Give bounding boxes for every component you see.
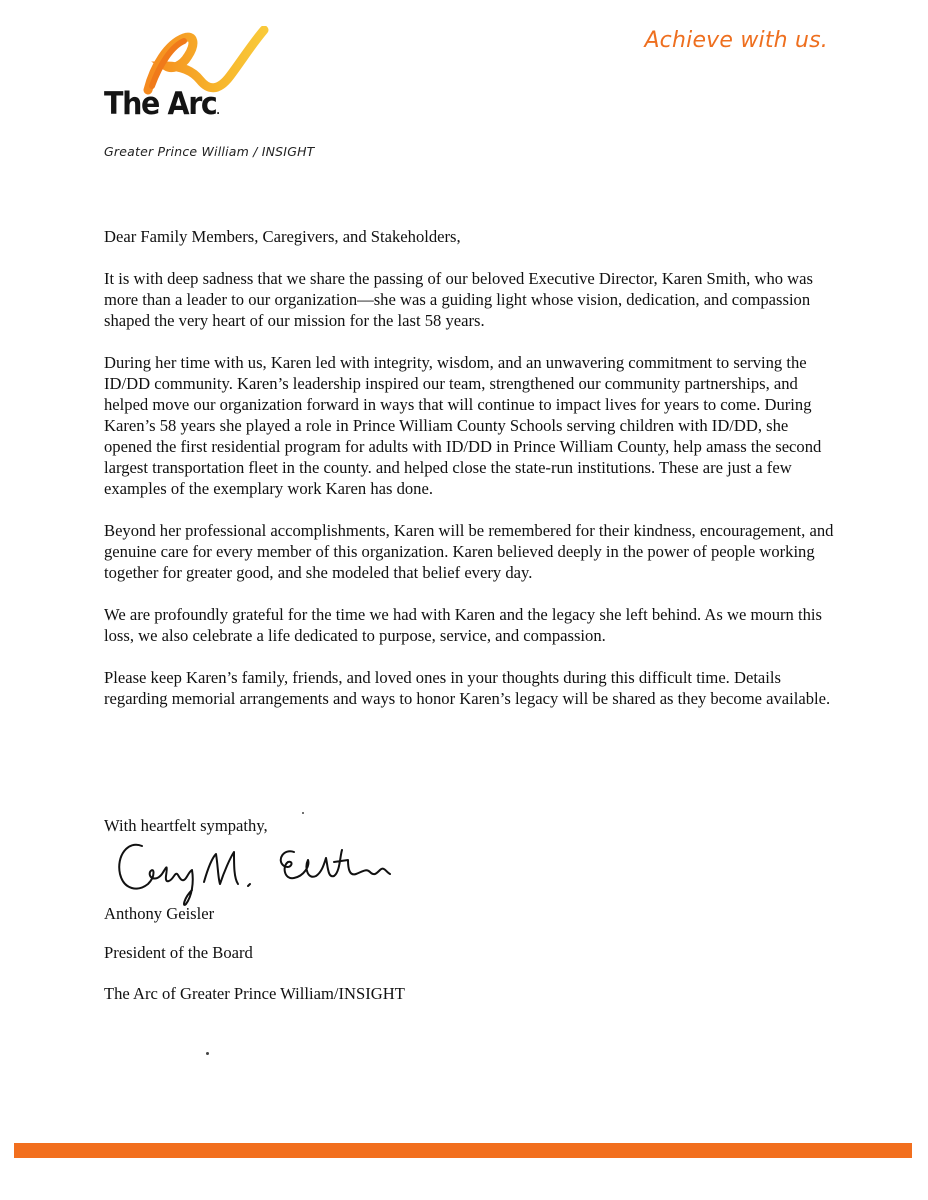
paragraph: We are profoundly grateful for the time we had with Karen and the legacy she left behind. As we mourn this loss, we also celebrate a life dedicated to purpose, service, and compassion. (104, 605, 822, 645)
salutation: Dear Family Members, Caregivers, and Stakeholders, (104, 227, 461, 246)
signer-title: President of the Board (104, 943, 253, 962)
letter-body (104, 226, 834, 730)
scan-speck (302, 812, 304, 814)
signer-name: Anthony Geisler (104, 904, 215, 923)
scan-speck (206, 1052, 209, 1055)
paragraph: Beyond her professional accomplishments, Karen will be remembered for their kindness, encouragement, and genuine care for every member of this organization. Karen believed deeply in the power of people working together for greater good, and she modeled that belief every day. (104, 521, 834, 582)
logo-wordmark: The Arc. (104, 86, 220, 122)
closing: With heartfelt sympathy, (104, 816, 268, 835)
handwritten-signature-icon (108, 832, 428, 912)
footer-accent-bar (14, 1143, 912, 1158)
paragraph: It is with deep sadness that we share the passing of our beloved Executive Director, Karen Smith, who was more than a leader to our organization—she was a guiding light whose vision, dedication, and compassion shaped the very heart of our mission for the last 58 years. (104, 269, 813, 330)
tagline: Achieve with us. (644, 28, 828, 53)
paragraph: Please keep Karen’s family, friends, and loved ones in your thoughts during this difficult time. Details regarding memorial arrangements and ways to honor Karen’s legacy will be shared as they become available. (104, 668, 831, 708)
signer-organization: The Arc of Greater Prince William/INSIGHT (104, 984, 405, 1003)
chapter-name: Greater Prince William / INSIGHT (104, 144, 315, 159)
paragraph: During her time with us, Karen led with integrity, wisdom, and an unwavering commitment to serving the ID/DD community. Karen’s leadership inspired our team, strengthened our community partnerships, and helped move our organization forward in ways that will continue to impact lives for years to come. During Karen’s 58 years she played a role in Prince William County Schools serving children with ID/DD, she opened the first residential program for adults with ID/DD in Prince William County, help amass the second largest transportation fleet in the county. and helped close the state-run institutions. These are just a few examples of the exemplary work Karen has done. (104, 353, 822, 498)
